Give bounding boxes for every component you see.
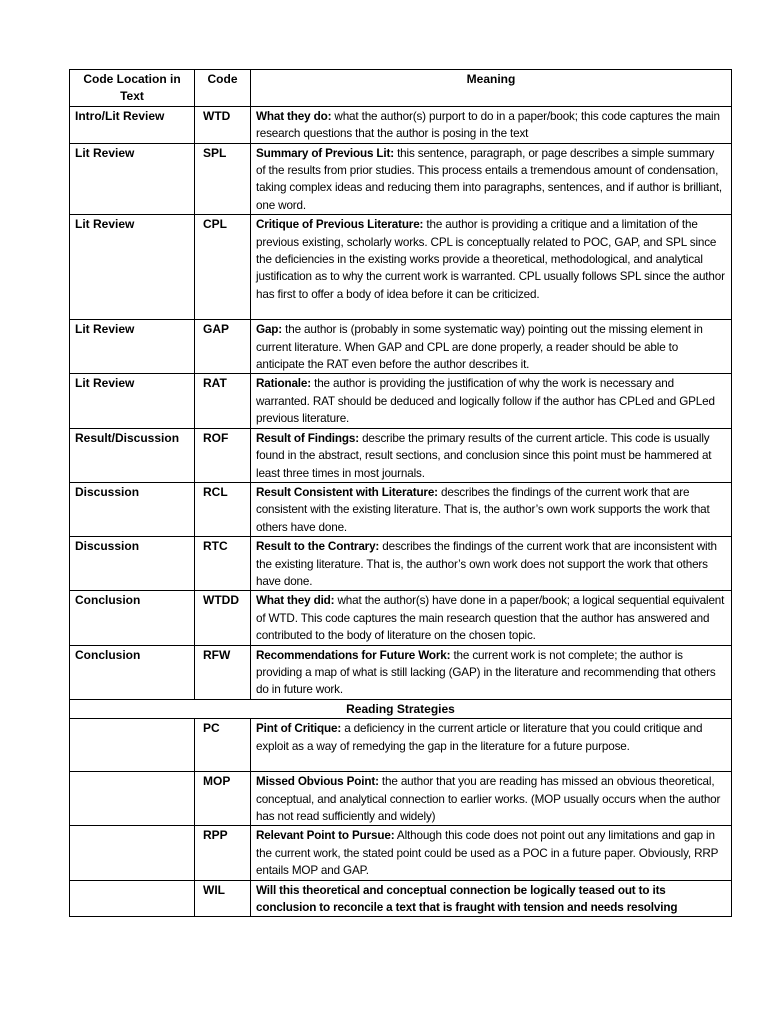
header-code: Code: [195, 70, 251, 107]
meaning-cell: [251, 537, 732, 591]
code-cell: RFW: [195, 645, 251, 699]
section-title: Reading Strategies: [70, 699, 732, 718]
header-location: Code Location in Text: [70, 70, 195, 107]
code-cell: PC: [195, 719, 251, 772]
table-row: [70, 482, 732, 536]
meaning-text: what the author(s) have done in a paper/book; a logical sequential equivalent of WTD. This code captures the main research question that the author has answered and contributed to the body of literature on the chosen topic.: [256, 594, 725, 643]
meaning-term: Relevant Point to Pursue:: [256, 829, 395, 843]
table-row: [70, 428, 732, 482]
code-cell: ROF: [195, 428, 251, 482]
location-cell: [70, 826, 195, 880]
section-header-row: [70, 699, 732, 718]
meaning-cell: [251, 428, 732, 482]
meaning-cell: [251, 482, 732, 536]
table-header-row: [70, 70, 732, 107]
meaning-term: Rationale:: [256, 377, 311, 391]
meaning-text: this sentence, paragraph, or page describes a simple summary of the results from prior studies. This process entails a tremendous amount of condensation, taking complex ideas and reducing them into paragraphs, sentences, and if author is brilliant, one word.: [256, 146, 723, 212]
meaning-term: Result Consistent with Literature:: [256, 485, 438, 499]
table-row: [70, 591, 732, 645]
code-cell: SPL: [195, 143, 251, 215]
meaning-text: a deficiency in the current article or literature that you could critique and exploit as a way of remedying the gap in the literature for a future purpose.: [256, 722, 703, 753]
code-cell: WTD: [195, 106, 251, 143]
meaning-text: the current work is not complete; the author is providing a map of what is still lacking (GAP) in the literature and recommending that others do in future work.: [256, 648, 716, 697]
location-cell: Intro/Lit Review: [70, 106, 195, 143]
meaning-cell: [251, 320, 732, 374]
table-row: [70, 772, 732, 826]
meaning-cell: [251, 591, 732, 645]
table-row: [70, 374, 732, 428]
meaning-cell: [251, 719, 732, 772]
table-row: [70, 880, 732, 917]
table-row: [70, 320, 732, 374]
meaning-cell: [251, 645, 732, 699]
code-cell: CPL: [195, 215, 251, 320]
meaning-cell: [251, 143, 732, 215]
meaning-term: Critique of Previous Literature:: [256, 218, 424, 232]
meaning-cell: [251, 374, 732, 428]
meaning-term: Summary of Previous Lit:: [256, 146, 394, 160]
meaning-text: the author is providing a critique and a limitation of the previous existing, scholarly works. CPL is conceptually related to POC, GAP, and SPL since the deficiencies in the existing works provide a theoretical, methodological, and analytical justification as to why the current work is warranted. CPL usually follows SPL since the author has first to offer a body of idea before it can be criticized.: [256, 218, 725, 301]
meaning-text: the author is providing the justification of why the work is necessary and warranted. RAT should be deduced and logically follow if the author has CPLed and GPLed previous literature.: [256, 377, 715, 426]
table-row: [70, 645, 732, 699]
meaning-text: Although this code does not point out any limitations and gap in the current work, the stated point could be used as a POC in a future paper. Obviously, RRP entails MOP and GAP.: [256, 829, 719, 878]
location-cell: Lit Review: [70, 143, 195, 215]
meaning-text: what the author(s) purport to do in a paper/book; this code captures the main research questions that the author is posing in the text: [256, 109, 720, 141]
location-cell: Discussion: [70, 537, 195, 591]
meaning-term: What they do:: [256, 109, 332, 123]
meaning-term: Recommendations for Future Work:: [256, 648, 451, 662]
meaning-term: Result to the Contrary:: [256, 540, 380, 554]
meaning-term: Missed Obvious Point:: [256, 775, 379, 789]
table-row: [70, 537, 732, 591]
table-row: [70, 106, 732, 143]
meaning-term: Pint of Critique:: [256, 722, 342, 736]
meaning-cell: [251, 106, 732, 143]
code-table: [69, 69, 732, 917]
location-cell: [70, 719, 195, 772]
location-cell: Lit Review: [70, 374, 195, 428]
meaning-cell: [251, 772, 732, 826]
meaning-term: Will this theoretical and conceptual connection be logically teased out to its conclusion to reconcile a text that is fraught with tension and needs resolving: [256, 883, 678, 915]
meaning-text: describes the findings of the current work that are inconsistent with the existing literature. That is, the author’s own work does not support the work that others have done.: [256, 540, 717, 588]
location-cell: [70, 772, 195, 826]
code-cell: RCL: [195, 482, 251, 536]
location-cell: [70, 880, 195, 917]
code-cell: RAT: [195, 374, 251, 428]
location-cell: Conclusion: [70, 645, 195, 699]
meaning-cell: [251, 215, 732, 320]
meaning-text: describe the primary results of the current article. This code is usually found in the abstract, result sections, and conclusion since this point must be hammered at least three times in most journals.: [256, 431, 712, 480]
code-cell: RTC: [195, 537, 251, 591]
meaning-cell: [251, 826, 732, 880]
meaning-term: Result of Findings:: [256, 431, 359, 445]
code-cell: WIL: [195, 880, 251, 917]
code-cell: WTDD: [195, 591, 251, 645]
code-cell: RPP: [195, 826, 251, 880]
location-cell: Conclusion: [70, 591, 195, 645]
meaning-term: What they did:: [256, 594, 335, 608]
table-row: [70, 143, 732, 215]
location-cell: Lit Review: [70, 215, 195, 320]
code-cell: GAP: [195, 320, 251, 374]
location-cell: Discussion: [70, 482, 195, 536]
table-row: [70, 719, 732, 772]
location-cell: Result/Discussion: [70, 428, 195, 482]
table-row: [70, 215, 732, 320]
meaning-text: describes the findings of the current work that are consistent with the existing literature. That is, the author’s own work supports the work that others have done.: [256, 485, 710, 534]
code-cell: MOP: [195, 772, 251, 826]
meaning-term: Gap:: [256, 323, 283, 337]
table-row: [70, 826, 732, 880]
meaning-cell: [251, 880, 732, 917]
header-meaning: Meaning: [251, 70, 732, 107]
meaning-text: the author that you are reading has missed an obvious theoretical, conceptual, and analytical connection to earlier works. (MOP usually occurs when the author has not read sufficiently and widely): [256, 775, 721, 823]
location-cell: Lit Review: [70, 320, 195, 374]
meaning-text: the author is (probably in some systematic way) pointing out the missing element in current literature. When GAP and CPL are done properly, a reader should be able to anticipate the RAT even before the author describes it.: [256, 323, 703, 372]
